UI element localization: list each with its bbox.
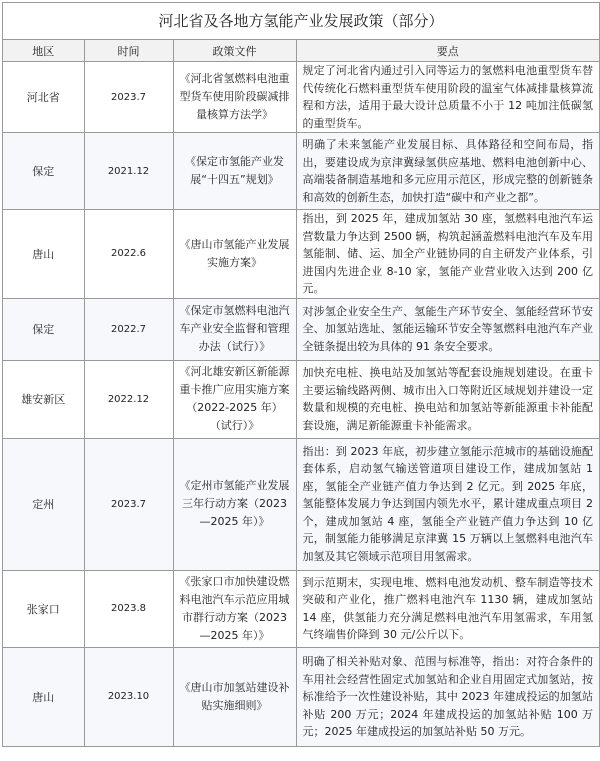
region-cell: 河北省 [3,62,84,133]
table-row [3,570,599,647]
header-region: 地区 [3,40,84,62]
table-row [3,647,599,746]
table-row [3,298,599,360]
region-cell: 保定 [3,298,84,360]
time-cell: 2022.7 [84,298,173,360]
key-points-cell: 规定了河北省内通过引入同等运力的氢燃料电池重型货车替代传统化石燃料重型货车使用阶段的温室气体减排量核算流程和方法，适用于最大设计总质量不小于 12 吨加注低碳氢的重型货车。 [296,62,599,133]
time-cell: 2023.8 [84,570,173,647]
time-cell: 2021.12 [84,133,173,210]
key-points-cell: 指出，到 2025 年，建成加氢站 30 座，氢燃料电池汽车运营数量力争达到 2500 辆，构筑起涵盖燃料电池汽车及车用氢能制、储、运、加全产业链协同的自主研发产业体系，引进国内先进企业 8-10 家，氢能产业营业收入达到 200 亿元。 [296,210,599,299]
region-cell: 雄安新区 [3,360,84,438]
table-row [3,360,599,438]
policy-table-container [2,2,600,747]
policy-document-cell: 《定州市氢能产业发展三年行动方案（2023—2025 年）》 [173,438,296,570]
region-cell: 定州 [3,438,84,570]
table-row [3,210,599,299]
time-cell: 2023.10 [84,647,173,746]
policy-document-cell: 《保定市氢能产业发展“十四五”规划》 [173,133,296,210]
policy-document-cell: 《唐山市加氢站建设补贴实施细则》 [173,647,296,746]
table-header-row [3,40,599,62]
time-cell: 2023.7 [84,62,173,133]
policy-document-cell: 《张家口市加快建设燃料电池汽车示范应用城市群行动方案（2023—2025 年）》 [173,570,296,647]
table-row [3,62,599,133]
time-cell: 2022.12 [84,360,173,438]
policy-document-cell: 《保定市氢燃料电池汽车产业安全监督和管理办法（试行）》 [173,298,296,360]
header-time: 时间 [84,40,173,62]
policy-table [3,40,599,746]
time-cell: 2023.7 [84,438,173,570]
key-points-cell: 对涉氢企业安全生产、氢能生产环节安全、氢能经营环节安全、加氢站选址、氢能运输环节安全等氢燃料电池汽车产业全链条提出较为具体的 91 条安全要求。 [296,298,599,360]
policy-document-cell: 《唐山市氢能产业发展实施方案》 [173,210,296,299]
key-points-cell: 明确了未来氢能产业发展目标、具体路径和空间布局，指出，要建设成为京津冀绿氢供应基地、燃料电池创新中心、高端装备制造基地和多元应用示范区，形成完整的创新链条和高效的创新生态，加快打造“碳中和产业之都”。 [296,133,599,210]
key-points-cell: 指出：到 2023 年底，初步建立氢能示范城市的基础设施配套体系，启动氢气输送管道项目建设工作，建成加氢站 1 座，氢能全产业链产值力争达到 2 亿元。到 2025 年底，氢能整体发展力争达到国内领先水平，累计建成重点项目 2 个，建成加氢站 4 座，氢能全产业链产值力争达到 10 亿元，制氢能力能够满足京津冀 15 万辆以上氢燃料电池汽车加氢及其它领域示范项目用氢需求。 [296,438,599,570]
header-policy-document: 政策文件 [173,40,296,62]
region-cell: 保定 [3,133,84,210]
policy-document-cell: 《河北雄安新区新能源重卡推广应用实施方案（2022-2025 年）（试行）》 [173,360,296,438]
key-points-cell: 加快充电桩、换电站及加氢站等配套设施规划建设。在重卡主要运输线路两侧、城市出入口等附近区域规划并建设一定数量和规模的充电桩、换电站和加氢站等新能源重卡补能配套设施，满足新能源重卡补能需求。 [296,360,599,438]
policy-document-cell: 《河北省氢燃料电池重型货车使用阶段碳减排量核算方法学》 [173,62,296,133]
region-cell: 唐山 [3,647,84,746]
table-title: 河北省及各地方氢能产业发展政策（部分） [3,3,599,40]
key-points-cell: 到示范期末，实现电堆、燃料电池发动机、整车制造等技术突破和产业化，推广燃料电池汽车 1130 辆，建成加氢站 14 座，供氢能力充分满足燃料电池汽车用氢需求，车用氢气终端售价降到 30 元/公斤以下。 [296,570,599,647]
region-cell: 唐山 [3,210,84,299]
key-points-cell: 明确了相关补贴对象、范围与标准等，指出：对符合条件的车用社会经营性固定式加氢站和企业自用固定式加氢站，按标准给予一次性建设补贴，其中 2023 年建成投运的加氢站补贴 200 万元；2024 年建成投运的加氢站补贴 100 万元；2025 年建成投运的加氢站补贴 50 万元。 [296,647,599,746]
region-cell: 张家口 [3,570,84,647]
table-row [3,133,599,210]
table-row [3,438,599,570]
time-cell: 2022.6 [84,210,173,299]
header-key-points: 要点 [296,40,599,62]
